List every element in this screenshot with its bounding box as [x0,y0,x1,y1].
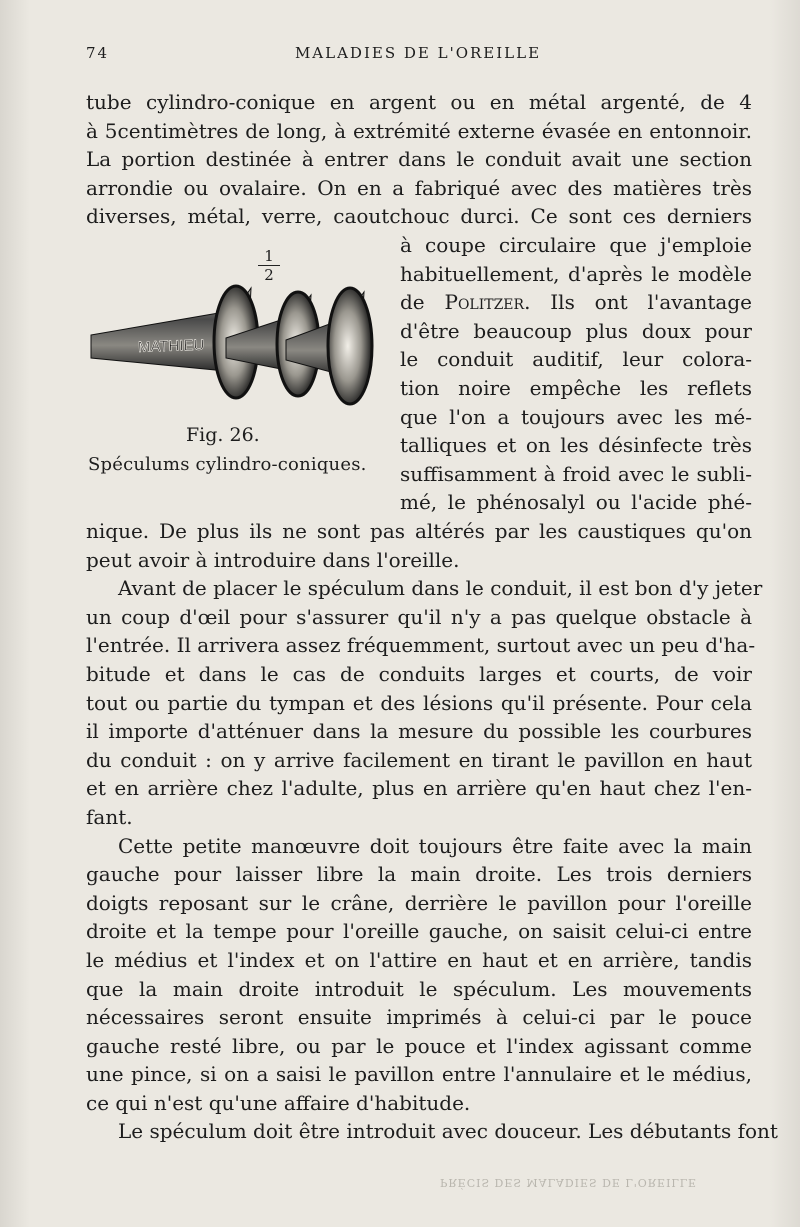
text-line: tion noire empêche les reflets [400,375,752,400]
text-line: que la main droite introduit le spéculum. Les mouvements [86,976,752,1001]
text-line: suffisamment à froid avec le subli- [400,461,752,486]
text-line: Cette petite manœuvre doit toujours être faite avec la main [118,833,752,858]
text-line: ce qui n'est qu'une affaire d'habitude. [86,1090,471,1115]
author-name: Politzer [444,290,525,315]
text-line: il importe d'atténuer dans la mesure du possible les courbures [86,719,752,744]
text-line: tout ou partie du tympan et des lésions qu'il présente. Pour cela [86,690,752,715]
text-line: et en arrière chez l'adulte, plus en arrière qu'en haut chez l'en- [86,776,752,801]
text-line: Avant de placer le spéculum dans le conduit, il est bon d'y jeter [118,576,763,601]
text-line: de Politzer. Ils ont l'avantage [400,290,752,315]
text-line: à coupe circulaire que j'emploie [400,233,752,257]
text-line: diverses, métal, verre, caoutchouc durci. Ce sont ces derniers [86,204,752,229]
text-line: que l'on a toujours avec les mé- [400,404,752,429]
running-header [86,44,750,68]
text-line: gauche resté libre, ou par le pouce et l'index agissant comme [86,1033,752,1058]
text-line: l'entrée. Il arrivera assez fréquemment, surtout avec un peu d'ha- [86,633,756,658]
page-number: 74 [86,44,110,62]
running-title: MALADIES DE L'OREILLE [294,44,542,62]
text-line: talliques et on les désinfecte très [400,433,752,458]
text-line: un coup d'œil pour s'assurer qu'il n'y a pas quelque obstacle à [86,604,752,629]
figure-caption: Spéculums cylindro-coniques. [88,454,367,475]
scale-denominator: 2 [264,266,274,284]
figure-scale [254,248,284,283]
scale-numerator: 1 [264,247,274,265]
text-line: le médius et l'index et on l'attire en haut et en arrière, tandis [86,947,752,972]
engraved-maker-label: MATHIEU [137,336,205,356]
text-line: Le spéculum doit être introduit avec douceur. Les débutants font [118,1119,778,1144]
text-line: La portion destinée à entrer dans le conduit avait une section [86,147,752,172]
text-line: à 5centimètres de long, à extrémité externe évasée en entonnoir. [86,118,752,143]
paragraph-beside-figure [400,231,752,517]
text-line: le conduit auditif, leur colora- [400,347,752,372]
text-line: tube cylindro-conique en argent ou en métal argenté, de 4 [86,90,752,114]
text-line: gauche pour laisser libre la main droite. Les trois derniers [86,862,752,887]
text-line: du conduit : on y arrive facilement en tirant le pavillon en haut [86,747,752,772]
show-through-text: PRÉCIS DES MALADIES DE L'OREILLE [440,1176,698,1189]
text-line: une pince, si on a saisi le pavillon entre l'annulaire et le médius, [86,1062,752,1087]
text-line: nique. De plus ils ne sont pas altérés par les caustiques qu'on [86,519,752,543]
paragraph-top [86,88,752,231]
text-line: habituellement, d'après le modèle [400,261,752,286]
text-line: doigts reposant sur le crâne, derrière le pavillon pour l'oreille [86,890,752,915]
text-line: bitude et dans le cas de conduits larges et courts, de voir [86,661,752,686]
text-line: fant. [86,804,133,829]
figure-26 [86,248,386,488]
figure-number: Fig. 26. [186,424,260,446]
text-line: mé, le phénosalyl ou l'acide phé- [400,490,752,515]
text-line: nécessaires seront ensuite imprimés à celui-ci par le pouce [86,1005,752,1030]
text-line: droite et la tempe pour l'oreille gauche, on saisit celui-ci entre [86,919,752,944]
text-line: d'être beaucoup plus doux pour [400,318,752,343]
paragraph-bottom [86,517,778,1146]
text-line: peut avoir à introduire dans l'oreille. [86,547,460,572]
text-line: arrondie ou ovalaire. On en a fabriqué avec des matières très [86,175,752,200]
